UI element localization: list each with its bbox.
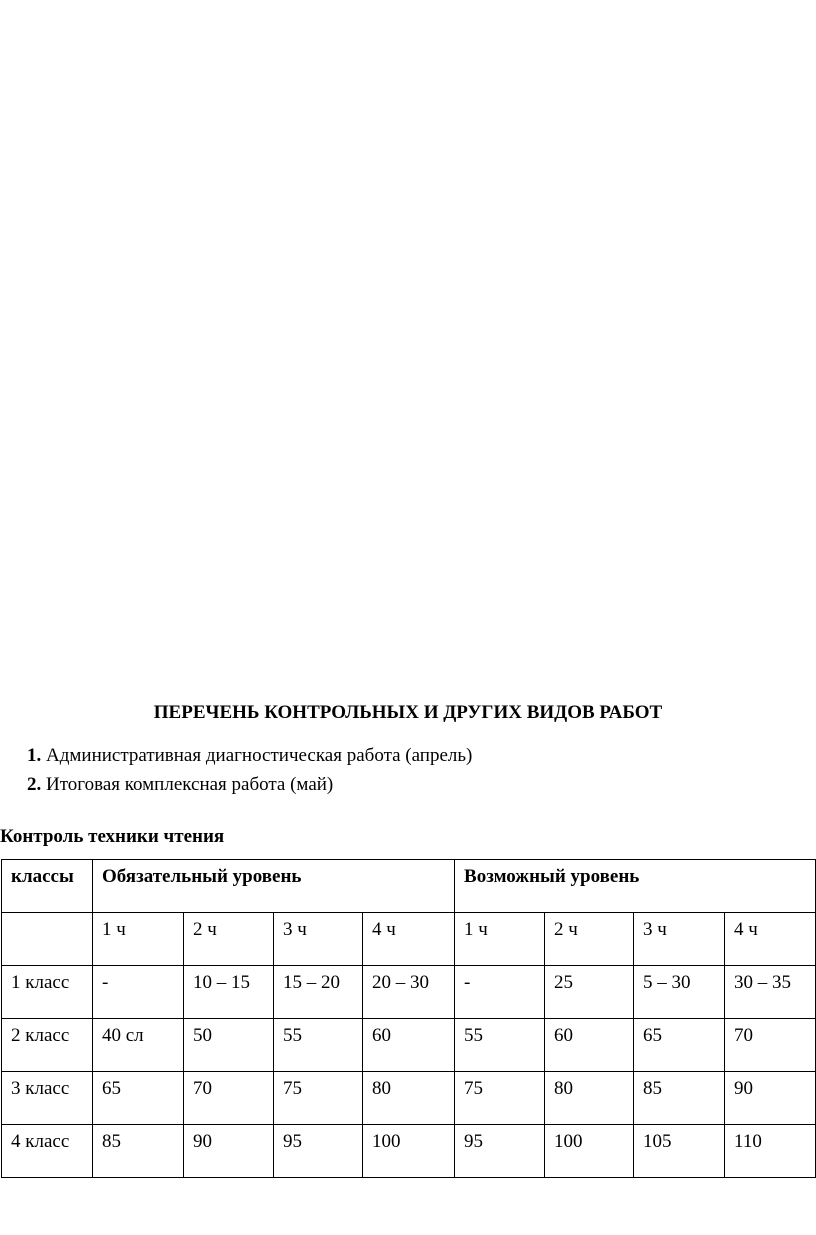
item-text: Итоговая комплексная работа (май)	[46, 774, 334, 795]
table-cell: 20 – 30	[363, 966, 455, 1019]
table-subheader-row	[2, 913, 816, 966]
table-cell: 80	[363, 1072, 455, 1125]
table-cell: 55	[274, 1019, 363, 1072]
section-title: Контроль техники чтения	[0, 826, 225, 847]
table-cell: 105	[634, 1125, 725, 1178]
table-cell: 5 – 30	[634, 966, 725, 1019]
table-cell: 40 сл	[93, 1019, 184, 1072]
table-row	[2, 1019, 816, 1072]
quarter-header: 4 ч	[363, 913, 455, 966]
table-cell: 10 – 15	[184, 966, 274, 1019]
table-cell: -	[93, 966, 184, 1019]
header-mandatory-level: Обязательный уровень	[93, 860, 455, 913]
header-possible-level: Возможный уровень	[455, 860, 816, 913]
table-cell: 110	[725, 1125, 816, 1178]
table-cell: 55	[455, 1019, 545, 1072]
table-cell: 95	[455, 1125, 545, 1178]
table-cell	[2, 913, 93, 966]
item-number: 2.	[27, 774, 42, 795]
item-number: 1.	[27, 745, 42, 766]
row-label: 2 класс	[2, 1019, 93, 1072]
table-cell: 75	[274, 1072, 363, 1125]
table-cell: 60	[363, 1019, 455, 1072]
item-text: Административная диагностическая работа (апрель)	[46, 745, 473, 766]
table-cell: 80	[545, 1072, 634, 1125]
table-cell: 50	[184, 1019, 274, 1072]
table-cell: 90	[184, 1125, 274, 1178]
header-classes: классы	[2, 860, 93, 913]
table-cell: 70	[184, 1072, 274, 1125]
reading-technique-table	[1, 859, 816, 1178]
table-cell: 85	[634, 1072, 725, 1125]
table-cell: 65	[93, 1072, 184, 1125]
table-cell: 30 – 35	[725, 966, 816, 1019]
quarter-header: 2 ч	[184, 913, 274, 966]
row-label: 4 класс	[2, 1125, 93, 1178]
quarter-header: 1 ч	[455, 913, 545, 966]
list-item	[27, 741, 472, 770]
table-row	[2, 966, 816, 1019]
row-label: 1 класс	[2, 966, 93, 1019]
table-cell: 70	[725, 1019, 816, 1072]
table-cell: 100	[363, 1125, 455, 1178]
quarter-header: 4 ч	[725, 913, 816, 966]
table-cell: 75	[455, 1072, 545, 1125]
table-row	[2, 1125, 816, 1178]
page-heading: ПЕРЕЧЕНЬ КОНТРОЛЬНЫХ И ДРУГИХ ВИДОВ РАБОТ	[153, 702, 663, 723]
table-cell: -	[455, 966, 545, 1019]
works-list	[27, 741, 472, 799]
table-cell: 100	[545, 1125, 634, 1178]
table-cell: 85	[93, 1125, 184, 1178]
table-cell: 25	[545, 966, 634, 1019]
table-cell: 95	[274, 1125, 363, 1178]
list-item	[27, 770, 472, 799]
table-row	[2, 1072, 816, 1125]
table-header-row	[2, 860, 816, 913]
quarter-header: 2 ч	[545, 913, 634, 966]
quarter-header: 3 ч	[274, 913, 363, 966]
table-cell: 90	[725, 1072, 816, 1125]
table-cell: 15 – 20	[274, 966, 363, 1019]
table-cell: 60	[545, 1019, 634, 1072]
quarter-header: 1 ч	[93, 913, 184, 966]
row-label: 3 класс	[2, 1072, 93, 1125]
table-cell: 65	[634, 1019, 725, 1072]
quarter-header: 3 ч	[634, 913, 725, 966]
